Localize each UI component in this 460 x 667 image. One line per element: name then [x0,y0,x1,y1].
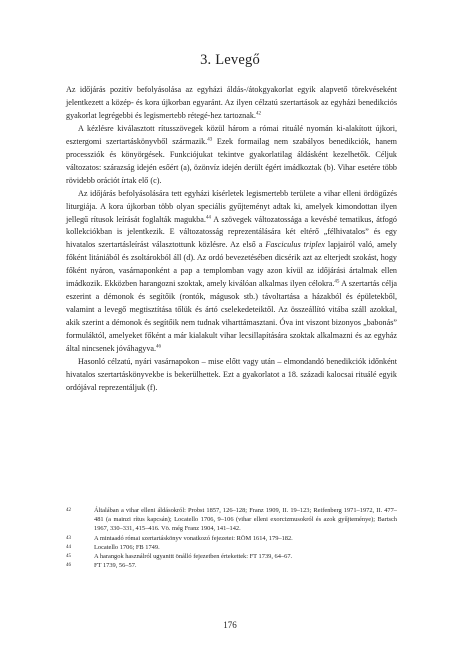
text-segment: A szövegek változatossága a kevésbé tematikus, átfogó kollekciókban is jelentkezik. E változatosság reprezentálására két eltérő „félhivatalos” és egy hivatalos szertartásleírást választottunk közlésre. Az első a [66,214,397,250]
footnote [66,534,397,543]
footnote [66,561,397,570]
body-paragraph [66,123,397,188]
footnote-text: A mintaadó római szertartáskönyv vonatkozó fejezetei: RÖM 1614, 179–182. [94,534,293,542]
footnote-text: A harangok használról ugyanitt önálló fejezetben értekettek: FT 1739, 64–67. [94,553,293,561]
body-paragraph [66,84,397,123]
text-segment: A szertartás célja eszerint a démonok és segítőik (rontók, mágusok stb.) távoltartása a házakból és épületekből, valamint a levegő megtisztítása tőlük és ártó cselekedeteiktől. Az összeállító vitába száll azokkal, akik szerint a démonok és segítőik nem tudnak viharttámasztani. Óva int viszont bizonyos „babonás” formuláktól, amelyeket főként a már kialakult vihar lecsillapítására szoktak alkalmazni és az egyház által nincsenek jóváhagyva. [66,279,397,354]
footnote-number: 45 [66,554,71,560]
footnote-number: 46 [66,563,71,569]
footnote [66,506,397,534]
text-segment: Ezek formailag nem szabályos benedikciók, hanem processziók és könyörgések. Funkciójukat tekintve gyakorlatilag áldásként kezelhetők. Céljuk változatos: szárazság idején esőért (a), özönvíz idején derült égért imádkoztak (b). Vihar esetére több rövidebb orációt írtak elő (c). [66,136,398,185]
text-segment: lapjairól való, amely főként litániából és zsoltárokból áll (d). Az ordó bevezetésében dicsérik azt az elterjedt szokást, hogy főként nyáron, vasárnaponként a pap a templomban vagy azon kívül az időjárási ártalmak ellen imádkozik. Ekközben harangozni szoktak, amely kiválóan alkalmas ilyen célokra. [66,240,397,289]
body-text [66,84,397,395]
footnote [66,552,397,561]
footnote-text: FT 1739, 56–57. [94,562,137,570]
body-paragraph [66,188,397,356]
footnotes [66,506,397,570]
italic-title: Fasciculus triplex [265,240,325,250]
footnote-reference: 45 [334,279,340,285]
footnote [66,543,397,552]
footnote-reference: 42 [255,111,261,117]
footnote-text: Általában a vihar elleni áldásokról: Probst 1857, 126–128; Franz 1909, II. 19–123; Reifenberg 1971–1972, II. 477–481 (a mainzi rítus kapcsán); Locatello 1706, 9–106 (vihar elleni exorcizmusokról és azok gyűjteménye); Bartsch 1967, 330–331, 415–416. Vö. még Franz 1904, 141–142. [94,507,397,533]
footnote-text: Locatello 1706; FB 1749. [94,543,160,551]
text-segment: Hasonló célzatú, nyári vasárnapokon – mise előtt vagy után – elmondandó benedikciók időnként hivatalos szertartáskönyvekbe is bekerülhettek. Ezt a gyakorlatot a 18. századi kalocsai rituálé egyik ordójával reprezentáljuk (f). [66,357,397,392]
text-segment: Az időjárás pozitív befolyásolása az egyházi áldás-/átokgyakorlat egyik alapvető törekvéseként jelentkezett a közép- és kora újkorban egyaránt. Az ilyen célzatú szertartások az egyházi benedikciós gyakorlat legrégebbi és legismertebb rétegé-hez tartoznak. [66,85,397,120]
footnote-reference: 43 [207,137,213,143]
footnote-reference: 46 [156,344,162,350]
footnote-number: 43 [66,535,71,541]
text-segment: A kézlésre kiválasztott rítusszövegek közül három a római rituálé nyomán ki-alakított újkori, esztergomi szertartáskönyvből származik. [66,123,397,146]
footnote-number: 44 [66,544,71,550]
chapter-title: 3. Levegő [200,52,260,68]
text-segment: Az időjárás befolyásolására tett egyházi kísérletek legismertebb területe a vihar elleni ördögűzés liturgiája. A kora újkorban több olyan speciális gyűjteményt adtak ki, amelyek kimondottan ilyen jellegű rítusok leírását foglalták magukba. [66,188,397,224]
body-paragraph [66,356,397,395]
footnote-reference: 44 [205,214,211,220]
footnote-number: 42 [66,508,71,513]
page-number: 176 [223,620,237,630]
